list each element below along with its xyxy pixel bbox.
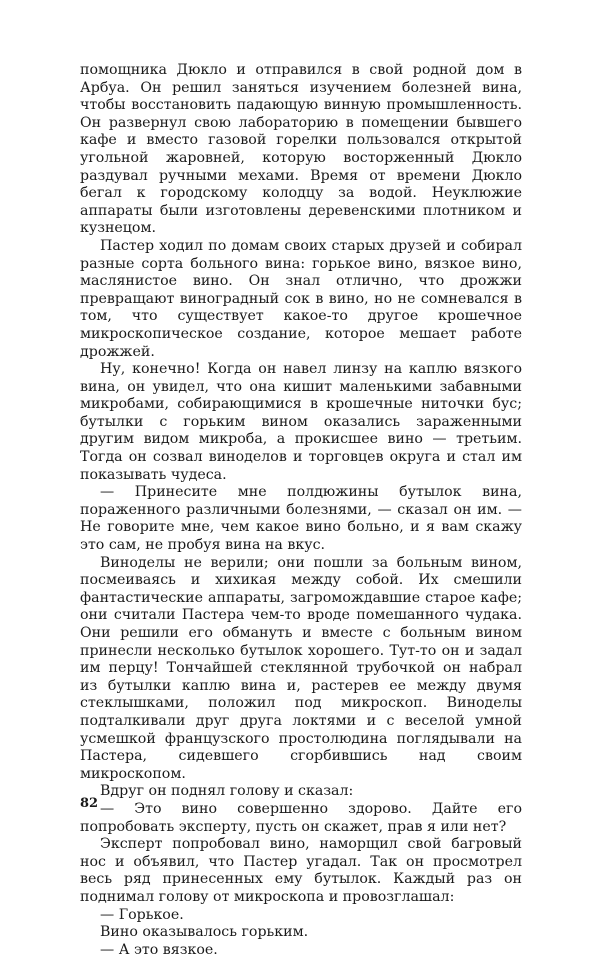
paragraph: — А это вязкое. <box>100 941 218 958</box>
paragraph: — Горькое. <box>100 906 184 923</box>
paragraph: Вдруг он поднял голову и сказал: <box>100 783 354 800</box>
paragraph: Вино оказывалось горьким. <box>100 924 309 941</box>
page-body <box>80 62 522 959</box>
paragraph: Виноделы не верили; они пошли за больным вином, посмеиваясь и хихикая между собой. Их смешили фантастические аппараты, загромождавшие старое кафе; они считали Пастера чем-то вроде помешанного чудака. Они решили его обмануть и вместе с больным вином принесли несколько бутылок хорошего. Тут-то он и задал им перцу! Тончайшей стеклянной трубочкой он набрал из бутылки каплю вина и, растерев ее между двумя стеклышками, положил под микроскоп. Виноделы подталкивали друг друга локтями и с веселой умной усмешкой французского простолюдина поглядывали на Пастера, сидевшего сгорбившись над своим микроскопом. <box>80 554 522 782</box>
paragraph: помощника Дюкло и отправился в свой родной дом в Арбуа. Он решил заняться изучением болезней вина, чтобы восстановить падающую винную промышленность. Он развернул свою лабораторию в помещении бывшего кафе и вместо газовой горелки пользовался открытой угольной жаровней, которую восторженный Дюкло раздувал ручными мехами. Время от времени Дюкло бегал к городскому колодцу за водой. Неуклюжие аппараты были изготовлены деревенскими плотником и кузнецом. <box>80 62 522 237</box>
page-number: 82 <box>80 796 99 811</box>
paragraph: — Принесите мне полдюжины бутылок вина, пораженного различными болезнями, — сказал он им. — Не говорите мне, чем какое вино больно, и я вам скажу это сам, не пробуя вина на вкус. <box>80 484 522 554</box>
paragraph: Пастер ходил по домам своих старых друзей и собирал разные сорта больного вина: горькое вино, вязкое вино, маслянистое вино. Он знал отлично, что дрожжи превращают виноградный сок в вино, но не сомневался в том, что существует какое-то другое крошечное микроскопическое создание, которое мешает работе дрожжей. <box>80 237 522 360</box>
paragraph: — Это вино совершенно здорово. Дайте его попробовать эксперту, пусть он скажет, прав я или нет? <box>80 800 522 835</box>
paragraph: Эксперт попробовал вино, наморщил свой багровый нос и объявил, что Пастер угадал. Так он просмотрел весь ряд принесенных ему бутылок. Каждый раз он поднимал голову от микроскопа и провозглашал: <box>80 836 522 905</box>
paragraph: Ну, конечно! Когда он навел линзу на каплю вязкого вина, он увидел, что она кишит маленькими забавными микробами, собирающимися в крошечные ниточки бус; бутылки с горьким вином оказались зараженными другим видом микроба, а прокисшее вино — третьим. Тогда он созвал виноделов и торговцев округа и стал им показывать чудеса. <box>80 361 522 483</box>
